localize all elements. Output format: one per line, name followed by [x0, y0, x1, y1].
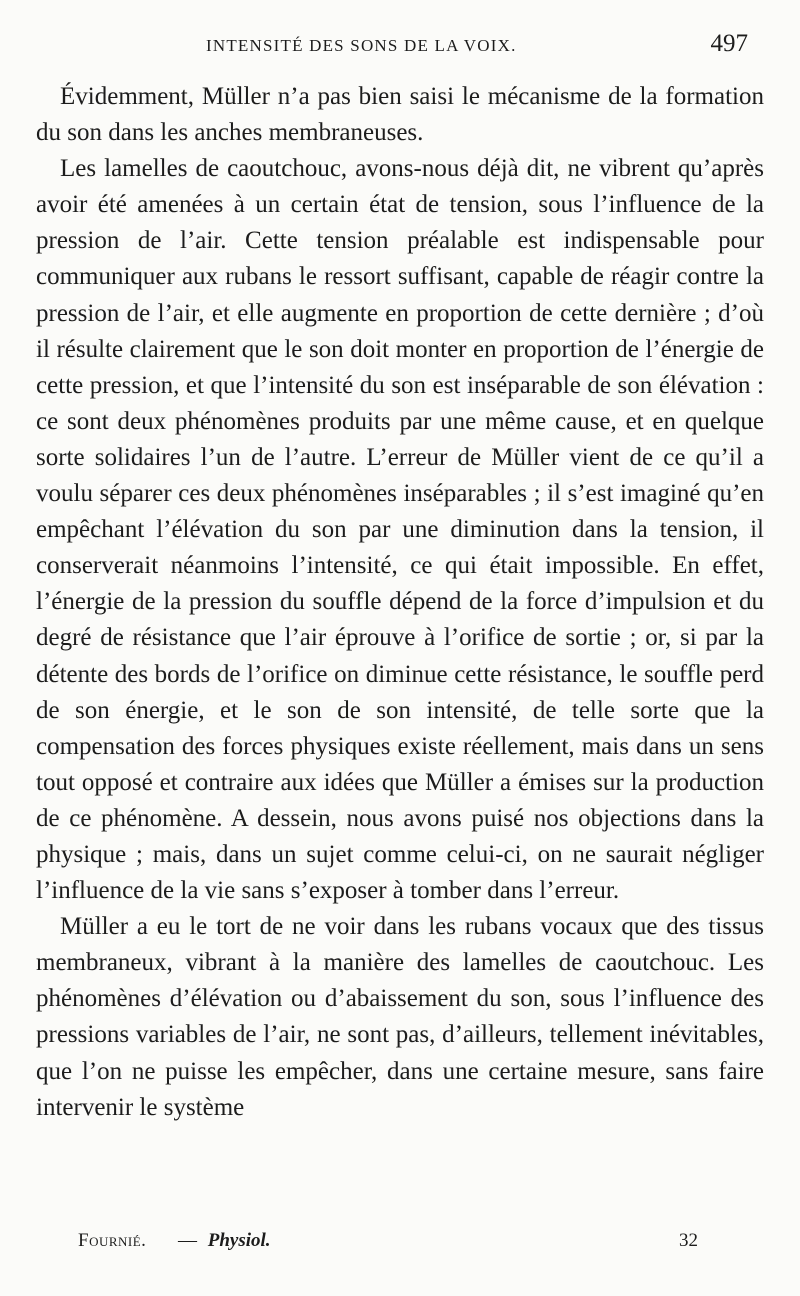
page-footer — [78, 1230, 698, 1260]
footer-dash: — — [178, 1230, 197, 1251]
body-text — [36, 79, 764, 1126]
running-head — [36, 28, 760, 64]
signature-mark: 32 — [679, 1230, 698, 1251]
footer-title-abbrev: Physiol. — [207, 1230, 271, 1251]
paragraph: Évidemment, Müller n’a pas bien saisi le mécanisme de la formation du son dans les anches membraneuses. — [36, 83, 764, 147]
paragraph: Müller a eu le tort de ne voir dans les rubans vocaux que des tissus membraneux, vibrant à la manière des lamelles de caoutchouc. Les phénomènes d’élévation ou d’abaissement du son, sous l’influence des pressions variables de l’air, ne sont pas, d’ailleurs, tellement inévitables, que l’on ne puisse les empêcher, dans une certaine mesure, sans faire intervenir le système — [36, 913, 764, 1121]
page-number: 497 — [710, 30, 748, 57]
footer-author: Fournié. — [78, 1230, 147, 1251]
running-title: INTENSITÉ DES SONS DE LA VOIX. — [206, 36, 517, 55]
paragraph: Les lamelles de caoutchouc, avons-nous déjà dit, ne vibrent qu’après avoir été amenées à un certain état de tension, sous l’influence de la pression de l’air. Cette tension préalable est indispensable pour communiquer aux rubans le ressort suffisant, capable de réagir contre la pression de l’air, et elle augmente en proportion de cette dernière ; d’où il résulte clairement que le son doit monter en proportion de l’énergie de cette pression, et que l’intensité du son est inséparable de son élévation : ce sont deux phénomènes produits par une même cause, et en quelque sorte solidaires l’un de l’autre. L’erreur de Müller vient de ce qu’il a voulu séparer ces deux phénomènes inséparables ; il s’est imaginé qu’en empêchant l’élévation du son par une diminution dans la tension, il conserverait néanmoins l’intensité, ce qui était impossible. En effet, l’énergie de la pression du souffle dépend de la force d’impulsion et du degré de résistance que l’air éprouve à l’orifice de sortie ; or, si par la détente des bords de l’orifice on diminue cette résistance, le souffle perd de son énergie, et le son de son intensité, de telle sorte que la compensation des forces physiques existe réellement, mais dans un sens tout opposé et contraire aux idées que Müller a émises sur la production de ce phénomène. A dessein, nous avons puisé nos objections dans la physique ; mais, dans un sujet comme celui-ci, on ne saurait négliger l’influence de la vie sans s’exposer à tomber dans l’erreur. — [36, 155, 764, 905]
